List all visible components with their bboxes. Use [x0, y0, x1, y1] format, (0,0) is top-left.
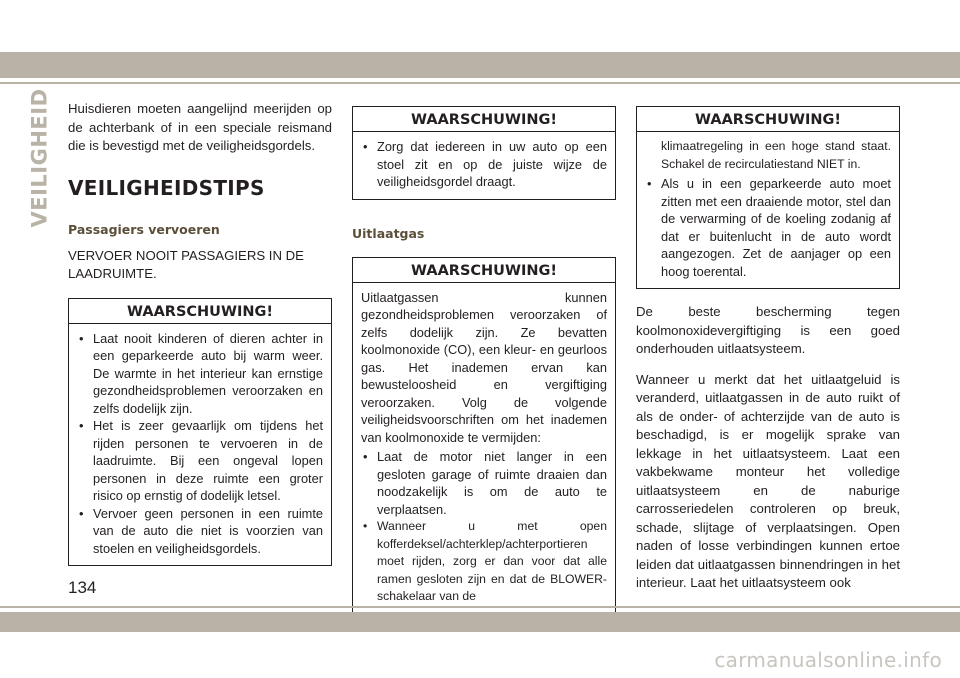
column-2: [352, 106, 616, 629]
warning-box: [68, 298, 332, 567]
warning-bullet: • Laat de motor niet langer in een gesloten garage of ruimte draaien dan noodzakelijk is om de auto te verplaatsen.: [361, 448, 607, 518]
subheading-exhaust: Uitlaatgas: [352, 225, 425, 241]
warning-title: WAARSCHUWING!: [353, 107, 615, 132]
warning-bullet: • Laat nooit kinderen of dieren achter in een geparkeerde auto bij warm weer. De warmte in het interieur kan ernstige gezondheidsproblemen veroorzaken en zelfs dodelijk zijn.: [77, 330, 323, 418]
warning-bullet: • Wanneer u met open kofferdeksel/achterklep/achterportieren moet rijden, zorg er dan voor dat alle ramen gesloten zijn en dat de BLOWER-schakelaar van de: [361, 518, 607, 606]
paragraph-leak: Wanneer u merkt dat het uitlaatgeluid is veranderd, uitlaatgassen in de auto ruikt of als de onder- of achterzijde van de auto is beschadigd, is er mogelijk sprake van lekkage in het uitlaatsysteem. Laat een vakbekwame monteur het volledige uitlaatsysteem en de naburige carrosseriedelen controleren op breuk, schade, slijtage of verplaatsingen. Open naden of losse verbindingen kunnen ertoe leiden dat uitlaatgassen binnendringen in het interieur. Laat het uitlaatsysteem ook: [636, 371, 900, 590]
side-tab-label: VEILIGHEID: [27, 88, 52, 228]
warning-title: WAARSCHUWING!: [69, 299, 331, 324]
column-3: [636, 106, 900, 605]
page-number: 134: [68, 578, 97, 597]
warning-bullet: • Zorg dat iedereen in uw auto op een stoel zit en op de juiste wijze de veiligheidsgordel draagt.: [361, 138, 607, 191]
warning-bullet: • Het is zeer gevaarlijk om tijdens het rijden personen te vervoeren in de laadruimte. Bij een ongeval lopen personen in deze ruimte een groter risico op ernstig of dodelijk letsel.: [77, 417, 323, 505]
warning-bullet: • Vervoer geen personen in een ruimte van de auto die niet is voorzien van stoelen en veiligheidsgordels.: [77, 505, 323, 558]
warning-box: [352, 106, 616, 200]
warning-title: WAARSCHUWING!: [637, 107, 899, 132]
watermark: carmanualsonline.info: [714, 648, 942, 672]
footer-rule: [0, 606, 960, 608]
warning-intro: Uitlaatgassen kunnen gezondheidsproblemen veroorzaken of zelfs dodelijk zijn. Ze bevatten koolmonoxide (CO), een kleur- en geurloos gas. Het inademen ervan kan bewusteloosheid en vergiftiging veroorzaken. Volg de volgende veiligheidsvoorschriften om het inademen van koolmonoxide te vermijden:: [361, 289, 607, 445]
warning-title: WAARSCHUWING!: [353, 258, 615, 283]
header-band: [0, 52, 960, 78]
paragraph-protection: De beste bescherming tegen koolmonoxidevergiftiging is een goed onderhouden uitlaatsysteem.: [636, 304, 900, 356]
cargo-instruction: VERVOER NOOIT PASSAGIERS IN DE LAADRUIMTE.: [68, 247, 304, 281]
header-rule: [0, 82, 960, 84]
intro-paragraph: Huisdieren moeten aangelijnd meerijden op de achterbank of in een speciale reismand die is bevestigd met de veiligheidsgordels.: [68, 101, 332, 153]
subheading-passengers: Passagiers vervoeren: [68, 221, 220, 237]
warning-box: [352, 257, 616, 615]
column-1: [68, 100, 332, 580]
warning-box: [636, 106, 900, 289]
side-tab: [26, 88, 52, 228]
section-title: VEILIGHEIDSTIPS: [68, 175, 265, 200]
warning-continuation: klimaatregeling in een hoge stand staat. Schakel de recirculatiestand NIET in.: [661, 139, 891, 171]
warning-bullet: • Als u in een geparkeerde auto moet zitten met een draaiende motor, stel dan de verwarming of de koeling zodanig af dat er buitenlucht in de auto wordt aangezogen. Zet de aanjager op een hoog toerental.: [645, 175, 891, 280]
footer-band: [0, 612, 960, 632]
